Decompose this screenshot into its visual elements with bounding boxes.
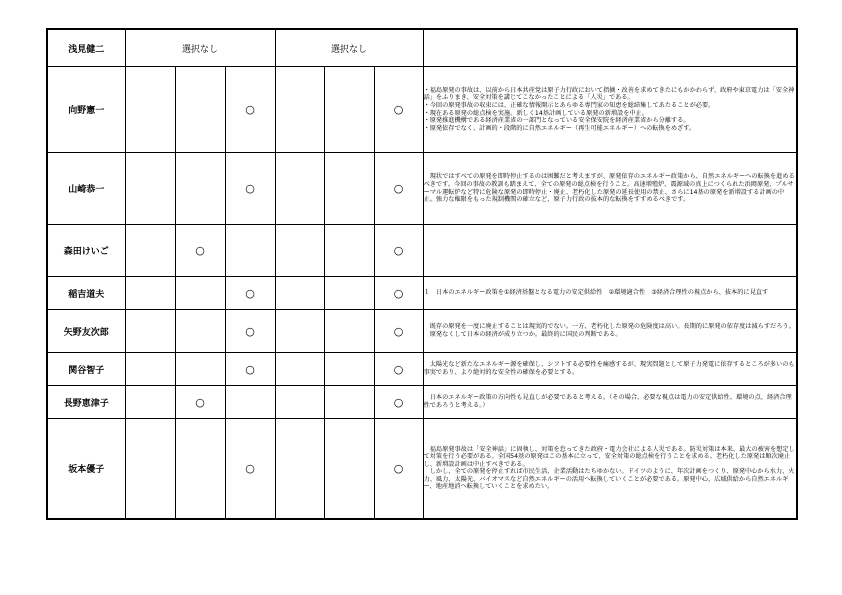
answer-cell <box>175 67 225 153</box>
answer-cell <box>275 353 324 386</box>
answer-cell <box>275 67 324 153</box>
answer-cell: ○ <box>374 419 423 519</box>
answer-cell <box>324 353 374 386</box>
comment-cell: 既存の原発を一度に廃止することは現実的でない。一方、老朽化した原発の危険度は高い。長期的に原発の依存度は減らすだろう。 原発なくして日本の経済が成り立つか。最終的に国民の判断である。 <box>423 310 797 353</box>
comment-cell: ・福島原発の事故は、以前から日本共産党は原子力行政において指摘・改善を求めてきたにもかかわらず、政府や東京電力は「安全神話」をふりまき、安全対策を講じてこなかったことによる「人災」である。 ・今回の原発事故の収束には、正確な情報開示とあらゆる専門家の知恵を総結集してあたることが必要。 ・現在ある原発の総点検を実施。新しく14基計画している原発の新増設を中止。 ・原発推進機構である経済産業省の一部門となっている安全保安院を経済産業省から分離する。 ・原発依存でなく、計画的・段階的に自然エネルギー（再生可能エネルギー）への転換をめざす。 <box>423 67 797 153</box>
answer-cell: ○ <box>374 310 423 353</box>
answer-cell <box>125 153 175 225</box>
member-name: 森田けいご <box>47 225 125 277</box>
member-name: 長野恵津子 <box>47 386 125 419</box>
answer-cell <box>175 310 225 353</box>
member-name: 稲吉道夫 <box>47 277 125 310</box>
member-name: 山崎恭一 <box>47 153 125 225</box>
header-name-cell: 浅見健二 <box>47 29 125 67</box>
member-name: 坂本優子 <box>47 419 125 519</box>
comment-cell: 日本のエネルギー政策の方向性も見直しが必要であると考える。（その場合、必要な視点は電力の安定供給性、環境の点、経済合理性であろうと考える。） <box>423 386 797 419</box>
answer-cell: ○ <box>225 419 275 519</box>
table-row <box>47 67 797 153</box>
comment-cell: 現状ではすべての原発を即時停止するのは困難だと考えますが、原発依存のエネルギー政策から、自然エネルギーへの転換を進めるべきです。今回の事故の教訓も踏まえて、全ての原発の総点検を行うこと。高速増殖炉、震源域の真上につくられた浜岡原発、プルサーマル運転炉など特に危険な原発の即時停止・廃止、老朽化した原発の延長使用の禁止、さらに14基の原発を新増設する計画の中止。強力な権限をもった規制機関の確立など、原子力行政の抜本的な転換をすすめるべきです。 <box>423 153 797 225</box>
answer-cell: ○ <box>225 67 275 153</box>
answer-cell: ○ <box>175 225 225 277</box>
answer-cell <box>125 310 175 353</box>
answer-cell: ○ <box>374 277 423 310</box>
member-name: 関谷智子 <box>47 353 125 386</box>
answer-cell: ○ <box>374 386 423 419</box>
answer-cell: ○ <box>225 353 275 386</box>
answer-cell: ○ <box>374 153 423 225</box>
answer-cell <box>125 277 175 310</box>
answer-cell <box>125 67 175 153</box>
member-name: 矢野友次郎 <box>47 310 125 353</box>
table-row <box>47 153 797 225</box>
answer-cell <box>125 225 175 277</box>
answer-cell <box>175 153 225 225</box>
comment-cell: １ 日本のエネルギー政策を①経済基盤となる電力の安定供給性 ②環境適合性 ③経済合理性の視点から、抜本的に見直す <box>423 277 797 310</box>
answer-cell <box>275 277 324 310</box>
answer-cell <box>275 225 324 277</box>
answer-cell: ○ <box>225 310 275 353</box>
answer-cell: ○ <box>225 153 275 225</box>
table-row <box>47 419 797 519</box>
answer-cell <box>125 353 175 386</box>
answer-cell <box>225 225 275 277</box>
answer-cell <box>324 277 374 310</box>
answer-cell <box>324 419 374 519</box>
header-row <box>47 29 797 67</box>
table-row <box>47 225 797 277</box>
table-row <box>47 277 797 310</box>
answer-cell <box>175 419 225 519</box>
member-name: 向野憲一 <box>47 67 125 153</box>
answer-cell <box>324 153 374 225</box>
answer-cell <box>275 419 324 519</box>
answer-cell: ○ <box>374 67 423 153</box>
answer-cell: ○ <box>374 353 423 386</box>
answer-cell <box>324 310 374 353</box>
answer-cell <box>275 153 324 225</box>
table-row <box>47 310 797 353</box>
answer-cell: ○ <box>225 277 275 310</box>
answer-cell <box>275 386 324 419</box>
answer-cell <box>324 225 374 277</box>
answer-cell <box>324 386 374 419</box>
answer-cell <box>225 386 275 419</box>
table-row <box>47 353 797 386</box>
answer-cell <box>125 386 175 419</box>
table-body <box>47 29 797 519</box>
header-comment-cell <box>423 29 797 67</box>
comment-cell: 福島原発事故は「安全神話」に固執し、対策を怠ってきた政府・電力会社による人災である。防災対策は本来、最大の被害を想定して対策を行う必要がある。全国54基の原発はこの基本に立って、安全対策の総点検を行うことを求める。老朽化した原発は順次廃止し、新増設計画は中止すべきである。 しかし、全ての原発を停止すれば市民生活、企業活動はたちゆかない。ドイツのように、年次計画をつくり、原発中心から水力、火力、風力、太陽光、バイオマスなど自然エネルギーの活用へ転換していくことが必要である。原発中心、広域供給から自然エネルギー、地産地消へ転換していくことを求めたい。 <box>423 419 797 519</box>
header-group-a: 選択なし <box>125 29 275 67</box>
header-group-b: 選択なし <box>275 29 423 67</box>
answer-cell <box>275 310 324 353</box>
answer-cell <box>175 353 225 386</box>
survey-table <box>46 28 798 520</box>
comment-cell: 太陽光など新たなエネルギー源を確保し、シフトする必要性を痛感するが、現実問題として原子力発電に依存するところが多いのも事実であり、より絶対的な安全性の確保を必要とする。 <box>423 353 797 386</box>
comment-cell <box>423 225 797 277</box>
answer-cell <box>324 67 374 153</box>
answer-cell: ○ <box>374 225 423 277</box>
answer-cell: ○ <box>175 386 225 419</box>
table-row <box>47 386 797 419</box>
answer-cell <box>125 419 175 519</box>
answer-cell <box>175 277 225 310</box>
